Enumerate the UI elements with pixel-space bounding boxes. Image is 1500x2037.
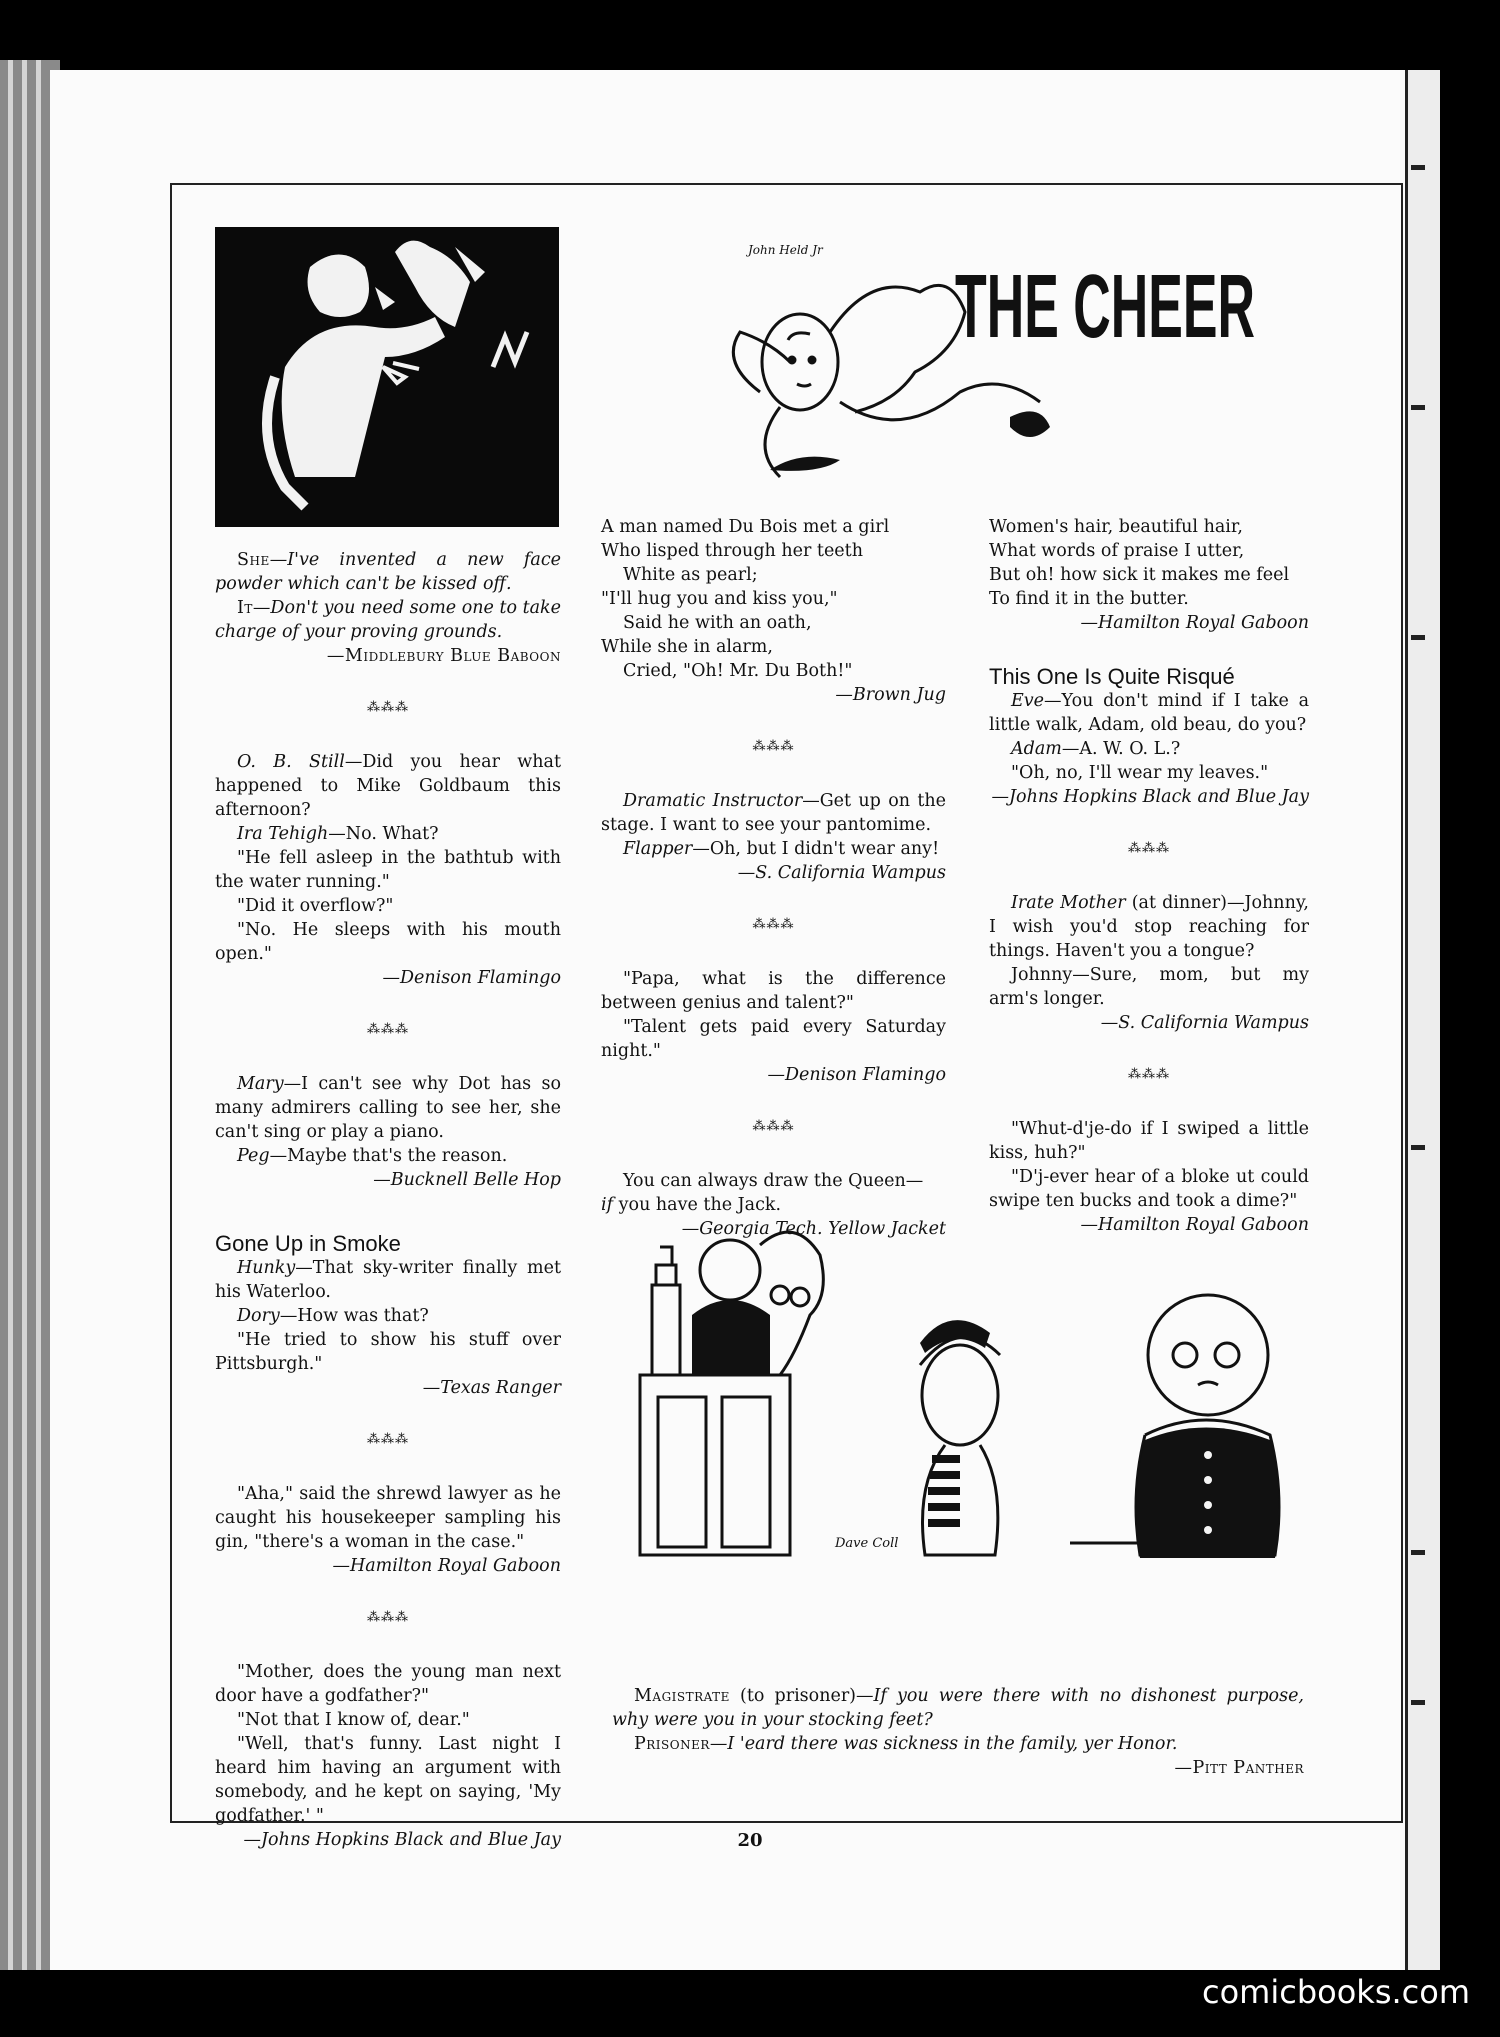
cartoon-signature: Dave Coll bbox=[835, 1536, 899, 1551]
joke-source: —Hamilton Royal Gaboon bbox=[1080, 613, 1309, 633]
joke-genius: "Papa, what is the difference between genius and talent?" "Talent gets paid every Saturday night." —Denison Flamingo bbox=[601, 969, 946, 1085]
joke-source: —Georgia Tech. Yellow Jacket bbox=[681, 1219, 946, 1239]
page-number: 20 bbox=[737, 1830, 763, 1851]
joke-admirers: Mary—I can't see why Dot has so many admirers calling to see her, she can't sing or play a piano. Peg—Maybe that's the reason. —Bucknell Belle Hop bbox=[215, 1074, 561, 1190]
joke-pantomime: Dramatic Instructor—Get up on the stage. I want to see your pantomime. Flapper—Oh, but I didn't wear any! —S. California Wampus bbox=[601, 791, 947, 883]
joke-source: —Denison Flamingo bbox=[767, 1065, 946, 1085]
column-middle bbox=[601, 515, 946, 1241]
joke-heading: This One Is Quite Risqué bbox=[989, 664, 1235, 689]
title-cartoon bbox=[700, 232, 1260, 472]
couple-illustration bbox=[215, 227, 559, 527]
separator: ⁂⁂⁂ bbox=[1128, 841, 1170, 856]
joke-powder: She—I've invented a new face powder which can't be kissed off. It—Don't you need some one to take charge of your proving grounds. —Middlebury Blue Baboon bbox=[215, 550, 561, 666]
separator: ⁂⁂⁂ bbox=[367, 1022, 409, 1037]
joke-source: —Brown Jug bbox=[835, 685, 946, 705]
poem-hair: Women's hair, beautiful hair, What words of praise I utter, But oh! how sick it makes me feel To find it in the butter. —Hamilton Royal Gaboon bbox=[989, 517, 1309, 633]
joke-source: —S. California Wampus bbox=[1100, 1013, 1309, 1033]
column-right bbox=[989, 515, 1309, 1237]
courtroom-cartoon bbox=[630, 1225, 1320, 1560]
joke-source: —Hamilton Royal Gaboon bbox=[332, 1556, 561, 1576]
joke-source: —Middlebury Blue Baboon bbox=[326, 646, 561, 666]
separator: ⁂⁂⁂ bbox=[1128, 1067, 1170, 1082]
page-title: THE CHEER bbox=[955, 257, 1255, 357]
joke-source: —Johns Hopkins Black and Blue Jay bbox=[243, 1830, 561, 1850]
joke-godfather: "Mother, does the young man next door have a godfather?" "Not that I know of, dear." "Well, that's funny. Last night I heard him having an argument with somebody, and he kept on saying, 'My godfather.' " —Johns Hopkins Black and Blue Jay bbox=[215, 1662, 561, 1850]
joke-risque: This One Is Quite Risqué Eve—You don't mind if I take a little walk, Adam, old beau, do you? Adam—A. W. O. L.? "Oh, no, I'll wear my leaves." —Johns Hopkins Black and Blue Jay bbox=[989, 664, 1309, 807]
poem-du-bois: A man named Du Bois met a girl Who lisped through her teeth White as pearl; "I'll hug you and kiss you," Said he with an oath, While she in alarm, Cried, "Oh! Mr. Du Both!" —Brown Jug bbox=[601, 517, 946, 705]
separator: ⁂⁂⁂ bbox=[367, 1610, 409, 1625]
separator: ⁂⁂⁂ bbox=[752, 1119, 795, 1134]
joke-kiss: "Whut-d'je-do if I swiped a little kiss, huh?" "D'j-ever hear of a bloke ut could swipe ten bucks and took a dime?" —Hamilton Royal Gaboon bbox=[989, 1119, 1309, 1235]
joke-source: —Pitt Panther bbox=[1174, 1758, 1304, 1778]
watermark: comicbooks.com bbox=[1201, 1973, 1470, 2011]
joke-source: —Bucknell Belle Hop bbox=[373, 1170, 561, 1190]
joke-queen: You can always draw the Queen— if you have the Jack. —Georgia Tech. Yellow Jacket bbox=[601, 1171, 946, 1239]
joke-source: —Denison Flamingo bbox=[382, 968, 561, 988]
separator: ⁂⁂⁂ bbox=[367, 700, 409, 715]
joke-source: —Texas Ranger bbox=[422, 1378, 561, 1398]
artist-signature: John Held Jr bbox=[748, 243, 823, 257]
separator: ⁂⁂⁂ bbox=[752, 917, 795, 932]
separator: ⁂⁂⁂ bbox=[752, 739, 795, 754]
joke-heading: Gone Up in Smoke bbox=[215, 1231, 401, 1256]
separator: ⁂⁂⁂ bbox=[367, 1432, 409, 1447]
joke-tongue: Irate Mother (at dinner)—Johnny, I wish you'd stop reaching for things. Haven't you a tongue? Johnny—Sure, mom, but my arm's longer. —S. California Wampus bbox=[989, 893, 1309, 1033]
joke-source: —Hamilton Royal Gaboon bbox=[1080, 1215, 1309, 1235]
joke-lawyer: "Aha," said the shrewd lawyer as he caught his housekeeper sampling his gin, "there's a woman in the case." —Hamilton Royal Gaboon bbox=[215, 1484, 561, 1576]
cartoon-caption: Magistrate (to prisoner)—If you were there with no dishonest purpose, why were you in your stocking feet? Prisoner—I 'eard there was sickness in the family, yer Honor. —Pitt Panther bbox=[612, 1686, 1304, 1778]
joke-bathtub: O. B. Still—Did you hear what happened to Mike Goldbaum this afternoon? Ira Tehigh—No. What? "He fell asleep in the bathtub with the water running." "Did it overflow?" "No. He sleeps with his mouth open." —Denison Flamingo bbox=[215, 752, 562, 988]
page-gutter bbox=[1405, 70, 1440, 1970]
column-left bbox=[215, 548, 561, 1852]
joke-sky-writer: Gone Up in Smoke Hunky—That sky-writer finally met his Waterloo. Dory—How was that? "He tried to show his stuff over Pittsburgh." —Texas Ranger bbox=[215, 1231, 561, 1398]
joke-source: —S. California Wampus bbox=[737, 863, 946, 883]
joke-source: —Johns Hopkins Black and Blue Jay bbox=[991, 787, 1309, 807]
